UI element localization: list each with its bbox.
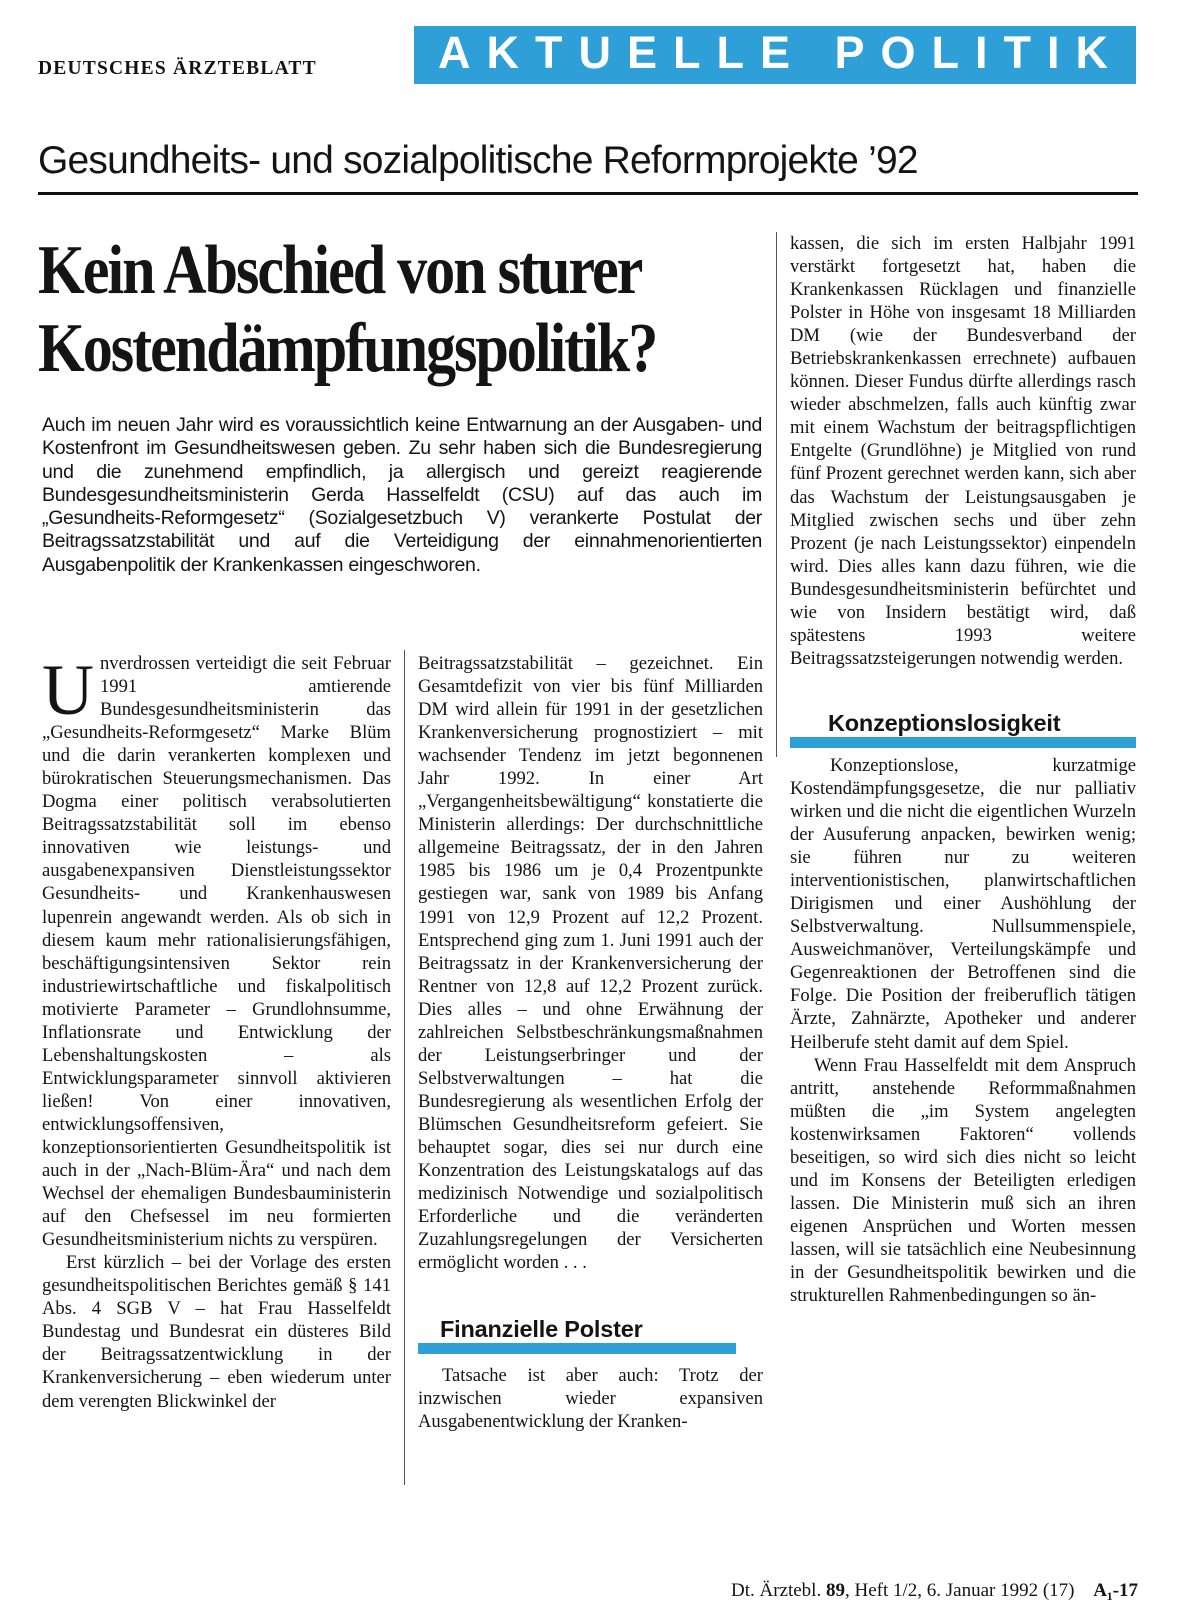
footer-citation-prefix: Dt. Ärztebl. — [730, 1580, 826, 1601]
article-headline — [38, 232, 666, 388]
subhead-bar-1 — [418, 1343, 736, 1354]
col2-paragraph-1: Beitragssatzstabilität – gezeichnet. Ein Gesamtdefizit von vier bis fünf Milliarden DM wird allein für 1991 in der gesetzlichen Krankenversicherung prognostiziert – mit wachsender Tendenz im jetzt begonnenen Jahr 1992. In einer Art „Vergangenheitsbewältigung“ konstatierte die Ministerin allerdings: Der durchschnittliche allgemeine Beitragssatz, der in den Jahren 1985 bis 1986 um je 0,4 Prozentpunkte gestiegen war, sank von 1989 bis Anfang 1991 von 12,9 Prozent auf 12,2 Prozent. Entsprechend ging zum 1. Juni 1991 auch der Beitragssatz in der Krankenversicherung der Rentner von 12,8 auf 12,2 Prozent zurück. Dies alles – und ohne Erwähnung der zahlreichen Selbstbeschränkungsmaßnahmen der Leistungserbringer und der Selbstverwaltungen – hat die Bundesregierung als wesentlichen Erfolg der Blümschen Gesundheitsreform gefeiert. Sie behauptet sogar, dies sei nur durch eine Konzentration des Leistungskatalogs auf das medizinisch Notwendige und sozialpolitisch Erforderliche und die veränderten Zuzahlungsregelungen der Versicherten ermöglicht worden . . . — [418, 653, 763, 1274]
article-kicker: Gesundheits- und sozialpolitische Reformprojekte ’92 — [38, 139, 918, 182]
headline-line-1: Kein Abschied von sturer — [38, 232, 642, 309]
col1-paragraph-1 — [42, 652, 391, 1251]
kicker-rule — [38, 192, 1138, 195]
column-rule-2 — [776, 232, 777, 757]
body-column-1 — [42, 652, 391, 1413]
article-lead: Auch im neuen Jahr wird es voraussichtlich keine Entwarnung an der Ausgaben- und Kostenfront im Gesundheitswesen geben. Zu sehr haben sich die Bundesregierung und die zunehmend empfindlich, ja allergisch und gereizt reagierende Bundesgesundheitsministerin Gerda Hasselfeldt (CSU) auf das auch im „Gesundheits-Reformgesetz“ (Sozialgesetzbuch V) verankerte Postulat der Beitragssatzstabilität und auf die Verteidigung der einnahmenorientierten Ausgabenpolitik der Krankenkassen eingeschworen. — [42, 414, 762, 576]
body-column-2 — [418, 652, 763, 1433]
subhead-finanzielle-polster: Finanzielle Polster — [440, 1316, 643, 1343]
col1-paragraph-2: Erst kürzlich – bei der Vorlage des ersten gesundheitspolitischen Berichtes gemäß § 141 Abs. 4 SGB V – hat Frau Hasselfeldt Bundestag und Bundesrat ein düsteres Bild der Beitragssatzentwicklung in der Krankenversicherung – eben wiederum unter dem verengten Blickwinkel der — [42, 1252, 391, 1412]
page-footer — [731, 1580, 1138, 1602]
col3-paragraph-2: Konzeptionslose, kurzatmige Kostendämpfungsgesetze, die nur palliativ wirken und die nicht die eigentlichen Wurzeln der Ausuferung anpacken, bewirken wenig; sie führen nur zu weiteren interventionistischen, planwirtschaftlichen Dirigismen und einer Aushöhlung der Selbstverwaltung. Nullsummenspiele, Ausweichmanöver, Verteilungskämpfe und Gegenreaktionen der Betroffenen sind die Folge. Die Position der freiberuflich tätigen Ärzte, Zahnärzte, Apotheker und anderer Heilberufe steht damit auf dem Spiel. — [790, 754, 1136, 1053]
subhead-konzeptionslosigkeit: Konzeptionslosigkeit — [828, 709, 1061, 736]
col3-paragraph-1: kassen, die sich im ersten Halbjahr 1991 verstärkt fortgesetzt hat, haben die Krankenkassen Rücklagen und finanzielle Polster in Höhe von insgesamt 18 Milliarden DM (wie der Bundesverband der Betriebskrankenkassen errechnete) aufbauen können. Dieser Fundus dürfte allerdings rasch wieder abschmelzen, falls auch künftig zwar mit einem Wachstum der beitragspflichtigen Entgelte (Grundlöhne) je Mitglied von rund fünf Prozent gerechnet werden kann, sich aber das Wachstum der Leistungsausgaben je Mitglied zwischen sechs und über zehn Prozent (je nach Leistungssektor) einpendeln wird. Dies alles kann dazu führen, wie die Bundesgesundheitsministerin befürchtet und wie von Insidern bestätigt wird, daß spätestens 1993 weitere Beitragssatzsteigerungen notwendig werden. — [790, 233, 1136, 669]
footer-citation-suffix: , Heft 1/2, 6. Januar 1992 (17) — [844, 1580, 1075, 1601]
column-rule-1 — [404, 650, 405, 1485]
publication-name: DEUTSCHES ÄRZTEBLATT — [38, 58, 317, 79]
section-banner — [414, 26, 1136, 84]
footer-volume: 89 — [825, 1580, 845, 1601]
body-column-3 — [790, 232, 1136, 1307]
headline-line-2: Kostendämpfungspolitik? — [38, 310, 657, 387]
col3-paragraph-3: Wenn Frau Hasselfeldt mit dem Anspruch antritt, anstehende Reformmaßnahmen müßten die „im System angelegten kostenwirksamen Faktoren“ vollends beseitigen, so wird sich dies nicht so leicht und im Konsens der Beteiligten erledigen lassen. Die Ministerin muß sich an ihren eigenen Ansprüchen und Worten messen lassen, will sie tatsächlich eine Neubesinnung in der Gesundheitspolitik bewirken und die strukturellen Rahmenbedingungen so än- — [790, 1054, 1136, 1307]
drop-cap: U — [42, 650, 94, 730]
section-title: AKTUELLE POLITIK — [438, 27, 1124, 78]
footer-page-ref: A₁-17 — [1093, 1580, 1138, 1601]
subhead-bar-2 — [790, 737, 1136, 748]
col1-paragraph-1-text: nverdrossen verteidigt die seit Februar 1991 amtierende Bundesgesundheitsministerin das „Gesundheits-Reformgesetz“ Marke Blüm und die darin verankerten komplexen und bürokratischen Steuerungsmechanismen. Das Dogma einer politisch verabsolutierten Beitragssatzstabilität soll im ebenso innovativen wie leistungs- und ausgabenexpansiven Dienstleistungssektor Gesundheits- und Krankenhauswesen lupenrein angewandt werden. Als ob sich in diesem kaum mehr rationalisierungsfähigen, beschäftigungsintensiven Sektor rein industriewirtschaftliche und fiskalpolitisch motivierte Parameter – Grundlohnsumme, Inflationsrate und Entwicklung der Lebenshaltungskosten – als Entwicklungsparameter sinnvoll aktivieren ließen! Von einer innovativen, entwicklungsoffensiven, konzeptionsorientierten Gesundheitspolitik ist auch in der „Nach-Blüm-Ära“ und nach dem Wechsel der ehemaligen Bundesbauministerin auf den Chefsessel im neu formierten Gesundheitsministerium nichts zu verspüren. — [42, 653, 391, 1251]
col2-paragraph-2: Tatsache ist aber auch: Trotz der inzwischen wieder expansiven Ausgabenentwicklung der Kranken- — [418, 1365, 763, 1433]
